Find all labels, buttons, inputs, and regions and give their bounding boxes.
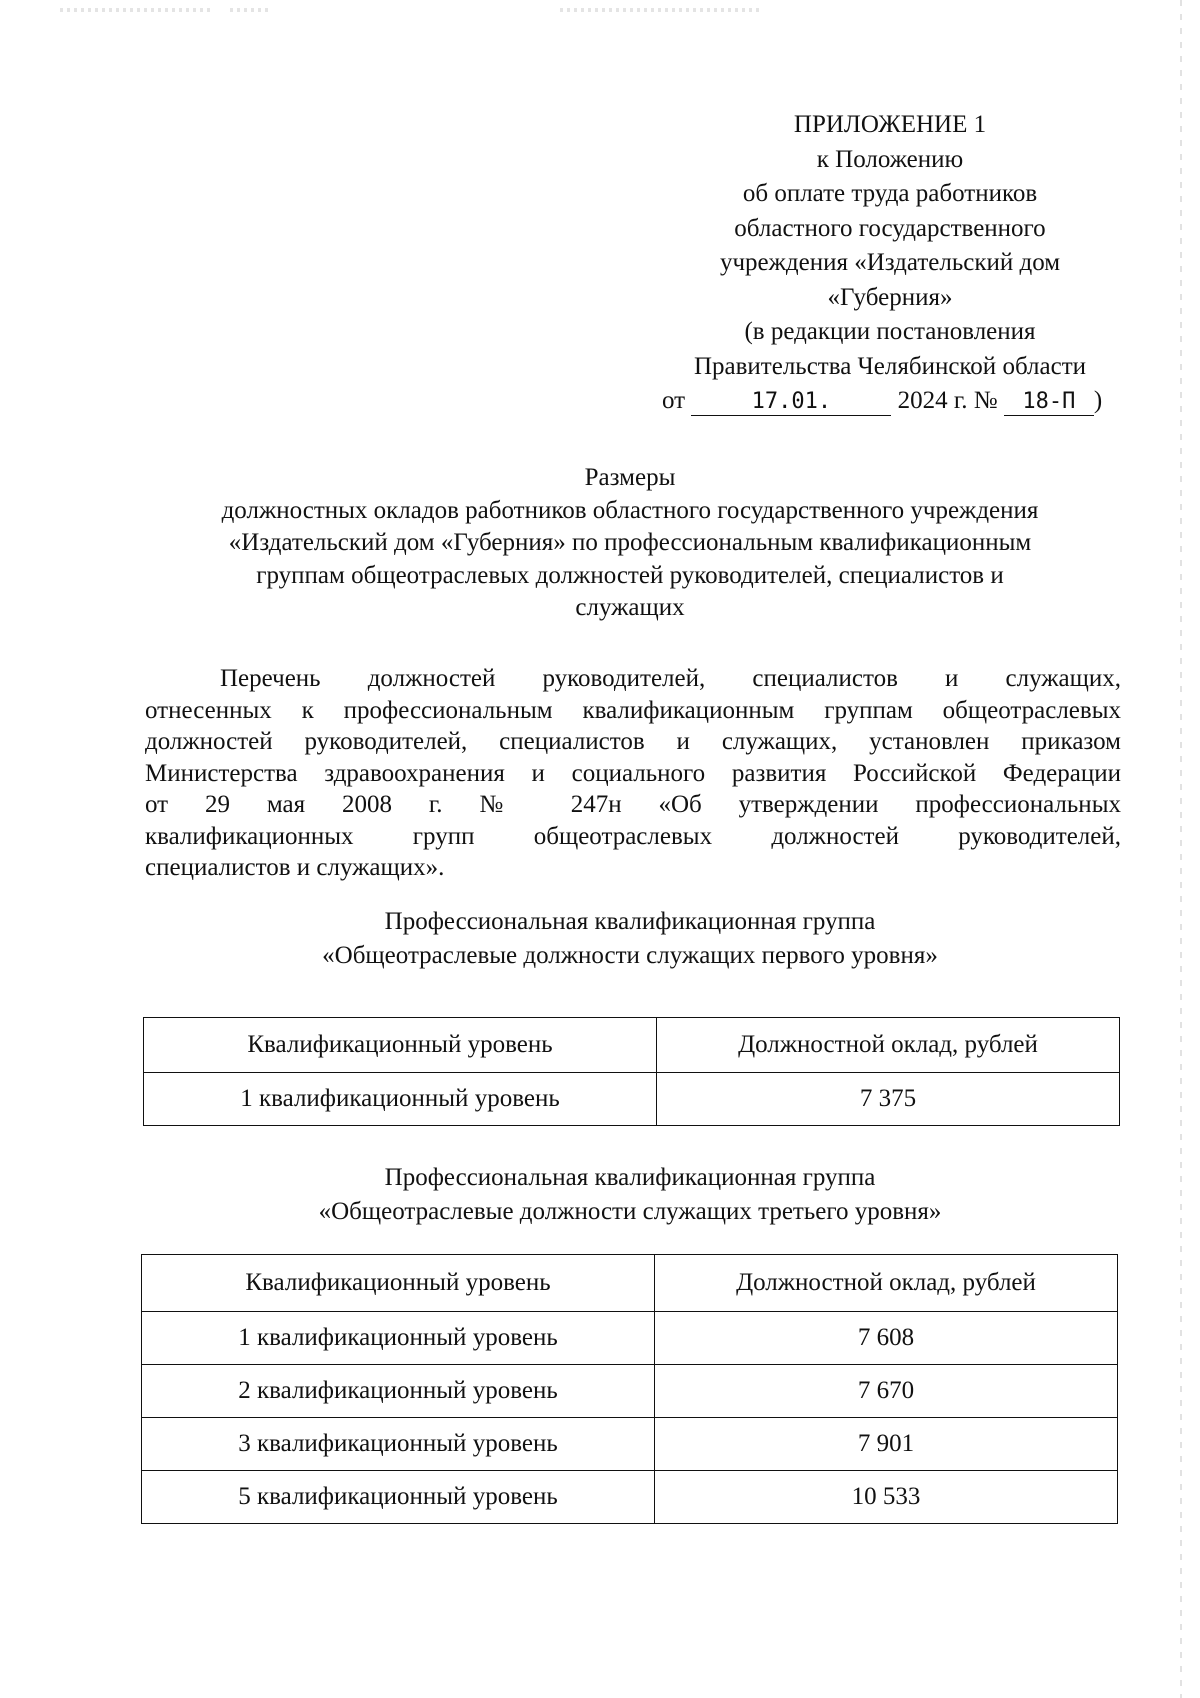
appendix-line: учреждения «Издательский дом bbox=[719, 249, 1061, 276]
appendix-title: ПРИЛОЖЕНИЕ 1 bbox=[793, 111, 987, 138]
scan-artifact bbox=[60, 8, 210, 12]
title-line: группам общеотраслевых должностей руководителей, специалистов и bbox=[256, 561, 1004, 589]
level-cell: 3 квалификационный уровень bbox=[142, 1418, 655, 1471]
group-heading-line: Профессиональная квалификационная группа bbox=[384, 908, 876, 935]
paragraph-line: должностей руководителей, специалистов и служащих, установлен приказом bbox=[145, 728, 1121, 755]
salary-cell: 7 375 bbox=[657, 1073, 1120, 1126]
appendix-line: (в редакции постановления bbox=[744, 318, 1036, 345]
resolution-date-line bbox=[640, 384, 1140, 419]
document-title bbox=[140, 462, 1120, 625]
appendix-line: областного государственного bbox=[734, 214, 1046, 242]
table-header-row bbox=[144, 1018, 1120, 1073]
salary-cell: 7 901 bbox=[655, 1418, 1118, 1471]
date-prefix: от bbox=[662, 387, 686, 414]
salary-cell: 7 608 bbox=[655, 1312, 1118, 1365]
table-row bbox=[142, 1365, 1118, 1418]
resolution-number: 18-П bbox=[1004, 389, 1094, 416]
paragraph-line: квалификационных групп общеотраслевых должностей руководителей, bbox=[145, 822, 1121, 850]
scan-artifact bbox=[560, 8, 760, 12]
column-header: Квалификационный уровень bbox=[142, 1255, 655, 1312]
level-cell: 1 квалификационный уровень bbox=[142, 1312, 655, 1365]
appendix-line: Правительства Челябинской области bbox=[693, 352, 1087, 380]
group-heading-line: «Общеотраслевые должности служащих первого уровня» bbox=[322, 942, 938, 969]
salary-cell: 10 533 bbox=[655, 1471, 1118, 1524]
table-row bbox=[142, 1418, 1118, 1471]
group-heading-line: Профессиональная квалификационная группа bbox=[384, 1164, 876, 1191]
scan-edge-artifact bbox=[1180, 0, 1182, 1698]
paragraph-line: отнесенных к профессиональным квалификационным группам общеотраслевых bbox=[145, 696, 1121, 724]
appendix-header bbox=[640, 108, 1140, 419]
title-line: «Издательский дом «Губерния» по профессиональным квалификационным bbox=[228, 529, 1032, 556]
title-line: Размеры bbox=[584, 464, 676, 491]
group-heading-line: «Общеотраслевые должности служащих третьего уровня» bbox=[318, 1198, 942, 1225]
paragraph-line: Перечень должностей руководителей, специалистов и служащих, bbox=[220, 665, 1121, 692]
scan-artifact bbox=[230, 8, 270, 12]
title-line: должностных окладов работников областного государственного учреждения bbox=[221, 496, 1039, 524]
resolution-date: 17.01. bbox=[691, 389, 891, 416]
table-row bbox=[142, 1471, 1118, 1524]
paragraph-line: специалистов и служащих». bbox=[145, 854, 445, 881]
appendix-line: об оплате труда работников bbox=[742, 180, 1038, 207]
resolution-year: 2024 г. № bbox=[897, 387, 998, 414]
paragraph-line: от 29 мая 2008 г. № 247н «Об утверждении профессиональных bbox=[145, 791, 1121, 818]
level-cell: 5 квалификационный уровень bbox=[142, 1471, 655, 1524]
title-line: служащих bbox=[575, 594, 685, 621]
body-paragraph bbox=[145, 663, 1121, 884]
column-header: Квалификационный уровень bbox=[144, 1018, 657, 1073]
table-header-row bbox=[142, 1255, 1118, 1312]
appendix-line: к Положению bbox=[816, 145, 964, 173]
table-row bbox=[144, 1073, 1120, 1126]
appendix-line: «Губерния» bbox=[827, 283, 953, 311]
salary-cell: 7 670 bbox=[655, 1365, 1118, 1418]
group1-salary-table bbox=[143, 1017, 1120, 1126]
table-row bbox=[142, 1312, 1118, 1365]
column-header: Должностной оклад, рублей bbox=[657, 1018, 1120, 1073]
closing-paren: ) bbox=[1093, 387, 1103, 414]
level-cell: 2 квалификационный уровень bbox=[142, 1365, 655, 1418]
group1-heading bbox=[140, 905, 1120, 973]
column-header: Должностной оклад, рублей bbox=[655, 1255, 1118, 1312]
group2-salary-table bbox=[141, 1254, 1118, 1524]
paragraph-line: Министерства здравоохранения и социального развития Российской Федерации bbox=[145, 759, 1121, 787]
group2-heading bbox=[140, 1161, 1120, 1229]
level-cell: 1 квалификационный уровень bbox=[144, 1073, 657, 1126]
